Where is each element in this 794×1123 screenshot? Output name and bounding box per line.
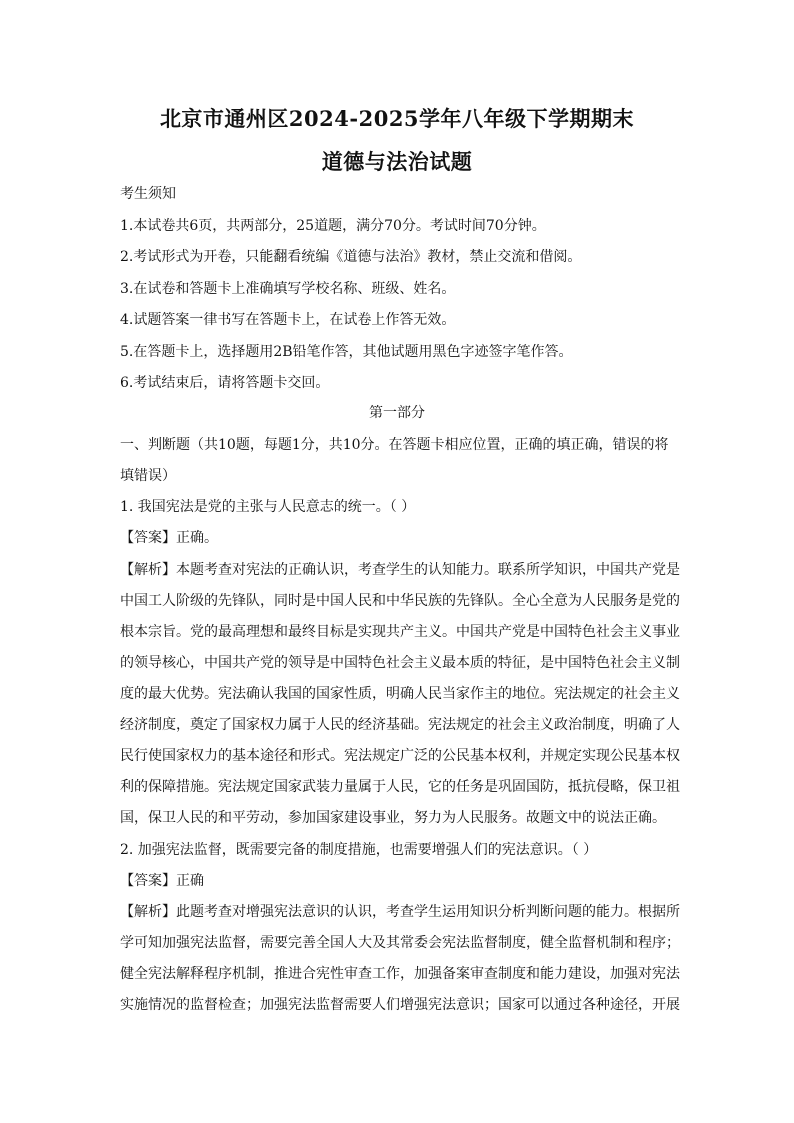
notice-item: 1.本试卷共6页，共两部分，25道题，满分70分。考试时间70分钟。 xyxy=(120,218,546,234)
question-stem: 1. 我国宪法是党的主张与人民意志的统一。（ ） xyxy=(120,499,416,515)
analysis-line: 【解析】本题考查对宪法的正确认识，考查学生的认知能力。联系所学知识，中国共产党是 xyxy=(120,562,680,578)
notice-item: 5.在答题卡上，选择题用2B铅笔作答，其他试题用黑色字迹签字笔作答。 xyxy=(120,344,573,360)
part-title: 第一部分 xyxy=(369,405,425,421)
analysis-line: 利的保障措施。宪法规定国家武装力量属于人民，它的任务是巩固国防，抵抗侵略，保卫祖 xyxy=(120,779,680,795)
exam-subtitle: 道德与法治试题 xyxy=(321,149,473,174)
analysis-line: 经济制度，奠定了国家权力属于人民的经济基础。宪法规定的社会主义政治制度，明确了人 xyxy=(120,717,680,733)
analysis-line: 学可知加强宪法监督，需要完善全国人大及其常委会宪法监督制度，健全监督机制和程序； xyxy=(120,935,680,951)
analysis-line: 【解析】此题考查对增强宪法意识的认识，考查学生运用知识分析判断问题的能力。根据所 xyxy=(120,904,680,920)
question-stem: 2. 加强宪法监督，既需要完备的制度措施，也需要增强人们的宪法意识。（ ） xyxy=(120,842,598,858)
notice-heading: 考生须知 xyxy=(120,186,176,202)
analysis-line: 根本宗旨。党的最高理想和最终目标是实现共产主义。中国共产党是中国特色社会主义事业 xyxy=(120,624,680,640)
notice-item: 6.考试结束后，请将答题卡交回。 xyxy=(120,375,330,391)
notice-item: 2.考试形式为开卷，只能翻看统编《道德与法治》教材，禁止交流和借阅。 xyxy=(120,249,582,265)
analysis-line: 实施情况的监督检查；加强宪法监督需要人们增强宪法意识；国家可以通过各种途径，开展 xyxy=(120,997,680,1013)
answer-label: 【答案】正确。 xyxy=(120,530,218,546)
analysis-line: 的领导核心，中国共产党的领导是中国特色社会主义最本质的特征，是中国特色社会主义制 xyxy=(120,655,680,671)
notice-item: 3.在试卷和答题卡上准确填写学校名称、班级、姓名。 xyxy=(120,281,456,297)
analysis-line: 国，保卫人民的和平劳动，参加国家建设事业，努力为人民服务。故题文中的说法正确。 xyxy=(120,810,666,826)
analysis-line: 度的最大优势。宪法确认我国的国家性质，明确人民当家作主的地位。宪法规定的社会主义 xyxy=(120,686,680,702)
exam-title: 北京市通州区2024-2025学年八年级下学期期末 xyxy=(159,106,635,131)
section-instruction: 填错误） xyxy=(120,468,176,484)
analysis-line: 民行使国家权力的基本途径和形式。宪法规定广泛的公民基本权利，并规定实现公民基本权 xyxy=(120,748,680,764)
notice-item: 4.试题答案一律书写在答题卡上，在试卷上作答无效。 xyxy=(120,312,456,328)
analysis-line: 健全宪法解释程序机制，推进合宪性审查工作，加强备案审查制度和能力建设，加强对宪法 xyxy=(120,966,680,982)
answer-label: 【答案】正确 xyxy=(120,873,204,889)
analysis-line: 中国工人阶级的先锋队，同时是中国人民和中华民族的先锋队。全心全意为人民服务是党的 xyxy=(120,593,680,609)
section-instruction: 一、判断题（共10题，每题1分，共10分。在答题卡相应位置，正确的填正确，错误的将 xyxy=(120,437,669,453)
